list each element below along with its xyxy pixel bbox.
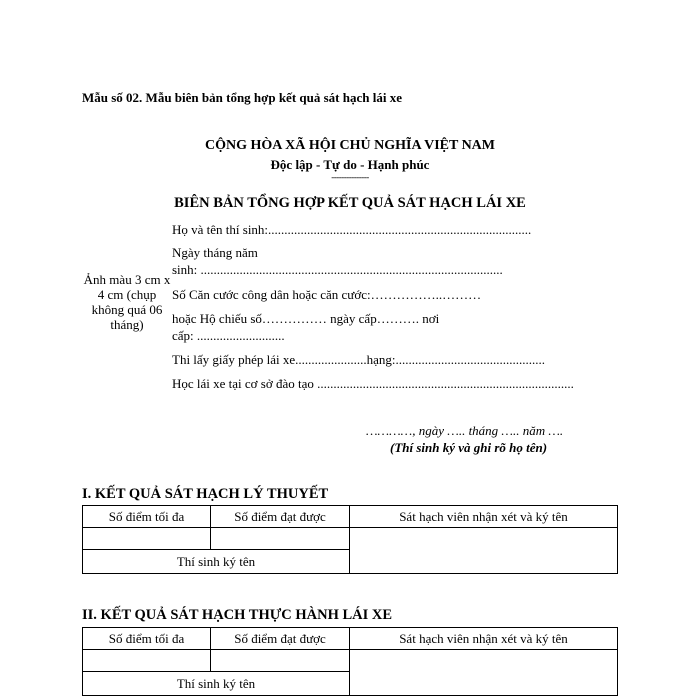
header-examiner-comment: Sát hạch viên nhận xét và ký tên bbox=[350, 628, 618, 650]
header-max-score: Số điểm tối đa bbox=[83, 506, 211, 528]
table-row bbox=[83, 650, 618, 672]
header-max-score: Số điểm tối đa bbox=[83, 628, 211, 650]
signature-note: (Thí sinh ký và ghi rõ họ tên) bbox=[390, 440, 548, 455]
candidate-sign-cell: Thí sinh ký tên bbox=[83, 672, 350, 696]
motto-divider: --------------- bbox=[331, 172, 369, 182]
field-id-card: Số Căn cước công dân hoặc căn cước:……………..……… bbox=[172, 287, 482, 302]
theory-result-table bbox=[82, 505, 618, 574]
examiner-comment-cell bbox=[350, 650, 618, 696]
signature-date: …………, ngày ….. tháng ….. năm …. bbox=[366, 423, 564, 438]
practice-result-table bbox=[82, 627, 618, 696]
header-achieved-score: Số điểm đạt được bbox=[211, 506, 350, 528]
field-passport-issue-place: cấp: ........................... bbox=[172, 328, 285, 343]
motto: Độc lập - Tự do - Hạnh phúc bbox=[270, 157, 430, 172]
form-number: Mẫu số 02. Mẫu biên bản tổng hợp kết quả sát hạch lái xe bbox=[82, 90, 402, 105]
achieved-score-cell bbox=[211, 650, 350, 672]
field-passport: hoặc Hộ chiếu số…………… ngày cấp………. nơi bbox=[172, 311, 440, 326]
theory-section-title: I. KẾT QUẢ SÁT HẠCH LÝ THUYẾT bbox=[82, 486, 329, 502]
practice-section-title: II. KẾT QUẢ SÁT HẠCH THỰC HÀNH LÁI XE bbox=[82, 607, 393, 623]
photo-placeholder: Ảnh màu 3 cm x 4 cm (chụp không quá 06 tháng) bbox=[83, 272, 171, 332]
max-score-cell bbox=[83, 528, 211, 550]
header-achieved-score: Số điểm đạt được bbox=[211, 628, 350, 650]
field-full-name: Họ và tên thí sinh:................................................................................. bbox=[172, 222, 532, 237]
table-row bbox=[83, 528, 618, 550]
candidate-sign-cell: Thí sinh ký tên bbox=[83, 550, 350, 574]
nation-title: CỘNG HÒA XÃ HỘI CHỦ NGHĨA VIỆT NAM bbox=[204, 138, 495, 153]
achieved-score-cell bbox=[211, 528, 350, 550]
field-date-of-birth: sinh: ............................................................................................. bbox=[172, 262, 503, 277]
header-examiner-comment: Sát hạch viên nhận xét và ký tên bbox=[350, 506, 618, 528]
document-title: BIÊN BẢN TỔNG HỢP KẾT QUẢ SÁT HẠCH LÁI XE bbox=[174, 195, 526, 211]
examiner-comment-cell bbox=[350, 528, 618, 574]
field-license-class: Thi lấy giấy phép lái xe......................hạng:.............................................. bbox=[172, 352, 545, 367]
field-training-school: Học lái xe tại cơ sở đào tạo ............................................................................... bbox=[172, 376, 574, 391]
table-header-row bbox=[83, 506, 618, 528]
table-header-row bbox=[83, 628, 618, 650]
max-score-cell bbox=[83, 650, 211, 672]
field-date-of-birth-label: Ngày tháng năm bbox=[172, 245, 258, 260]
